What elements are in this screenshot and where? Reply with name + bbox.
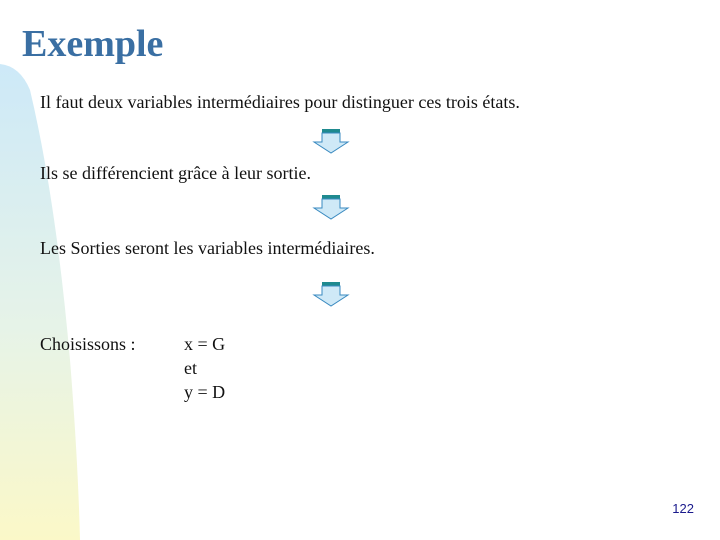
choice-label: Choisissons : — [40, 334, 136, 354]
assignment-y: y = D — [184, 382, 226, 402]
down-arrow-icon — [312, 194, 350, 220]
decorative-side-gradient — [0, 0, 82, 540]
assignment-conjunction: et — [184, 358, 197, 378]
down-arrow-icon — [312, 128, 350, 154]
variable-assignment — [184, 332, 225, 404]
page-number: 122 — [672, 501, 694, 516]
assignment-x: x = G — [184, 334, 226, 354]
statement-line-3: Les Sorties seront les variables intermédiaires. — [40, 238, 375, 258]
statement-line-2: Ils se différencient grâce à leur sortie. — [40, 163, 312, 183]
statement-line-1: Il faut deux variables intermédiaires pour distinguer ces trois états. — [40, 92, 520, 112]
slide-title: Exemple — [22, 23, 164, 65]
down-arrow-icon — [312, 281, 350, 307]
